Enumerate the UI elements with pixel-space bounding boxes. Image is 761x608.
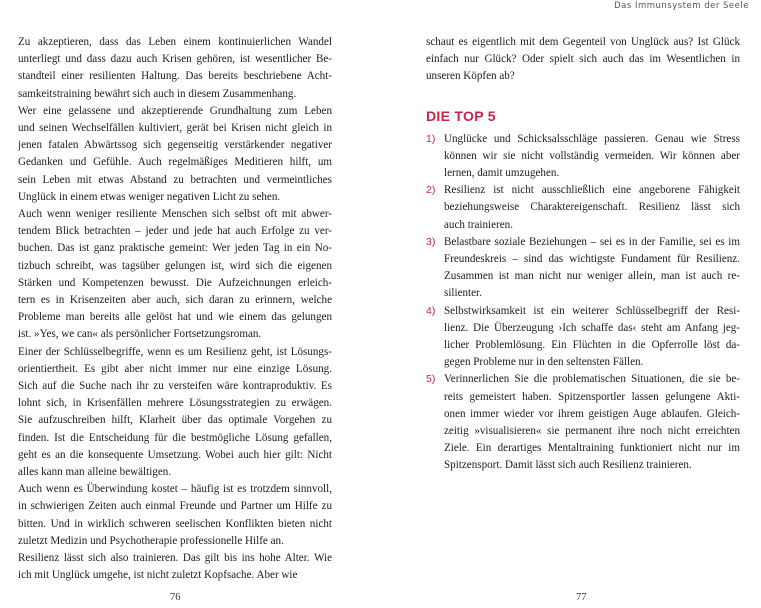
text-line: orientiertheit. Es gibt aber nicht immer nur eine einzige Lösung.: [18, 362, 332, 375]
text-line: Sie aufzuschreiben hilft, Klarheit über das optimale Vorgehen zu: [18, 414, 332, 427]
top5-item: [426, 182, 740, 234]
text-line: Auch wenn weniger resiliente Menschen sich selbst oft mit abwer-: [18, 208, 332, 221]
text-line: beziehungsweise Charaktereigenschaft. Resilienz lässt sich: [444, 201, 740, 214]
text-line: lienz. Die Überzeugung ›Ich schaffe das‹ steht am Anfang jeg-: [444, 321, 740, 334]
text-line: unseren Köpfen ab?: [426, 70, 515, 83]
right-intro-text: [426, 34, 740, 86]
text-line: zeitig »visualisieren« sie permanent ihre noch nicht erreichten: [444, 425, 740, 438]
text-line: Verinnerlichen Sie die problematischen Situationen, die sie be-: [444, 373, 740, 386]
text-line: lohnt sich, in Krisenfällen mehrere Lösungsstrategien zu erwägen.: [18, 397, 332, 410]
text-line: Sich auf die Suche nach ihr zu versteifen wäre kontraproduktiv. Es: [18, 380, 332, 393]
page-number-left: 76: [170, 592, 181, 603]
left-page: [18, 34, 332, 585]
text-line: licher Problemlösung. Ein Flüchten in die Opferrolle löst da-: [444, 339, 740, 352]
text-line: Probleme man bereits alle gelöst hat und wie einem das gelungen: [18, 311, 332, 324]
text-line: schaut es eigentlich mit dem Gegenteil von Unglück aus? Ist Glück: [426, 36, 740, 48]
text-line: Freundeskreis – sind das wichtigste Fundament für Resilienz.: [444, 253, 740, 266]
text-line: Stärken und Kompetenzen bewusst. Die Aufzeichnungen erleich-: [18, 276, 332, 289]
text-line: Unglücke und Schicksalsschläge passieren. Genau wie Stress: [444, 132, 740, 145]
running-head: Das Immunsystem der Seele: [614, 1, 749, 11]
top5-item-number: 5): [426, 373, 436, 386]
text-line: tern es in Krisenzeiten aber auch, sich daran zu erinnern, welche: [18, 294, 332, 307]
top5-item-number: 2): [426, 184, 436, 197]
top5-item: [426, 131, 740, 183]
text-line: tizbuch schreibt, was tagsüber gelungen ist, wird sich die eigenen: [18, 259, 332, 272]
text-line: Resilienz ist nicht ausschließlich eine angeborene Fähigkeit: [444, 184, 740, 197]
text-line: Zusammen ist man nicht nur weniger allein, man ist auch re-: [444, 270, 740, 283]
text-line: Selbstwirksamkeit ist ein weiterer Schlüsselbegriff der Resi-: [444, 304, 740, 317]
text-line: tendem Blick betrachten – jeder und jede hat auch Erfolge zu ver-: [18, 225, 332, 238]
top5-item: [426, 234, 740, 303]
text-line: Unglück in einem etwas weniger negativen Licht zu sehen.: [18, 190, 281, 203]
text-line: in schwierigen Zeiten auch einmal Freunde und Partner um Hilfe zu: [18, 500, 332, 513]
text-line: Resilienz lässt sich also trainieren. Das gilt bis ins hohe Alter. Wie: [18, 552, 332, 565]
text-line: und seinen Wechselfällen kultiviert, gerät bei Krisen nicht gleich in: [18, 122, 332, 135]
top5-item-number: 3): [426, 235, 436, 248]
text-line: Belastbare soziale Beziehungen – sei es in der Familie, sei es im: [444, 235, 740, 248]
text-line: können wir sie nicht vollständig vermeiden. Wir können aber: [444, 149, 740, 162]
text-line: alles kann man alleine bewältigen.: [18, 466, 172, 479]
text-line: samkeitstraining bewährt sich auch in diesem Zusammenhang.: [18, 87, 297, 100]
top5-item-number: 1): [426, 132, 436, 145]
top5-heading: DIE TOP 5: [426, 107, 496, 124]
text-line: auch trainieren.: [444, 218, 513, 231]
text-line: bitten. Und in wirklich schweren seelischen Konflikten bieten nicht: [18, 517, 332, 530]
text-line: silienter.: [444, 287, 482, 300]
text-line: Gedanken und Gefühle. Auch regelmäßiges Meditieren hilft, um: [18, 156, 332, 169]
text-line: ich mit Unglück umgehe, ist nicht zuletzt Kopfsache. Aber wie: [18, 569, 298, 582]
top5-item-number: 4): [426, 304, 436, 317]
text-line: Zu akzeptieren, dass das Leben einem kontinuierlichen Wandel: [18, 36, 332, 48]
page-number-right: 77: [576, 592, 587, 603]
text-line: onen immer wieder vor ihrem geistigen Auge ablaufen. Gleich-: [444, 407, 740, 420]
right-page: [426, 34, 740, 475]
text-line: standteil einer resilienten Haltung. Das bereits beschriebene Acht-: [18, 70, 332, 83]
text-line: zuletzt Medizin und Psychotherapie professionelle Hilfe an.: [18, 534, 284, 547]
top5-item: [426, 303, 740, 372]
text-line: geht es an die konsequente Umsetzung. Wobei auch hier gilt: Nicht: [18, 448, 332, 461]
left-body-text: [18, 34, 332, 585]
top5-list: [426, 131, 740, 475]
text-line: Spitzensport. Damit lässt sich auch Resilienz trainieren.: [444, 459, 692, 472]
text-line: Ziele. Ein derartiges Mentaltraining funktioniert nicht nur im: [444, 442, 740, 455]
text-line: Auch wenn es Überwindung kostet – häufig ist es trotzdem sinnvoll,: [18, 483, 332, 496]
top5-item: [426, 371, 740, 474]
text-line: gegen Probleme nur in den seltensten Fällen.: [444, 356, 644, 369]
text-line: jenen fatalen Abwärtssog sich gegenseitig verstärkender negativer: [18, 139, 332, 152]
text-line: buchen. Das ist ganz praktische gemeint: Wer jeden Tag in ein No-: [18, 242, 332, 255]
text-line: unterliegt und dass dazu auch Krisen gehören, ist wesentlicher Be-: [18, 53, 332, 66]
text-line: Wer eine gelassene und akzeptierende Grundhaltung zum Leben: [18, 104, 332, 117]
text-line: sein Leben mit etwas Abstand zu betrachten und vermeintliches: [18, 173, 332, 186]
text-line: ist. »Yes, we can« als persönlicher Fortsetzungsroman.: [18, 328, 262, 341]
text-line: finden. Ist die Entscheidung für die bestmögliche Lösung gefallen,: [18, 431, 332, 444]
text-line: Einer der Schlüsselbegriffe, wenn es um Resilienz geht, ist Lösungs-: [18, 345, 332, 358]
text-line: lernen, damit umzugehen.: [444, 167, 560, 180]
text-line: einfach nur Glück? Oder spielt sich auch das im Wesentlichen in: [426, 53, 740, 66]
text-line: reits gemeistert haben. Spitzensportler lassen gelungene Akti-: [444, 390, 740, 403]
